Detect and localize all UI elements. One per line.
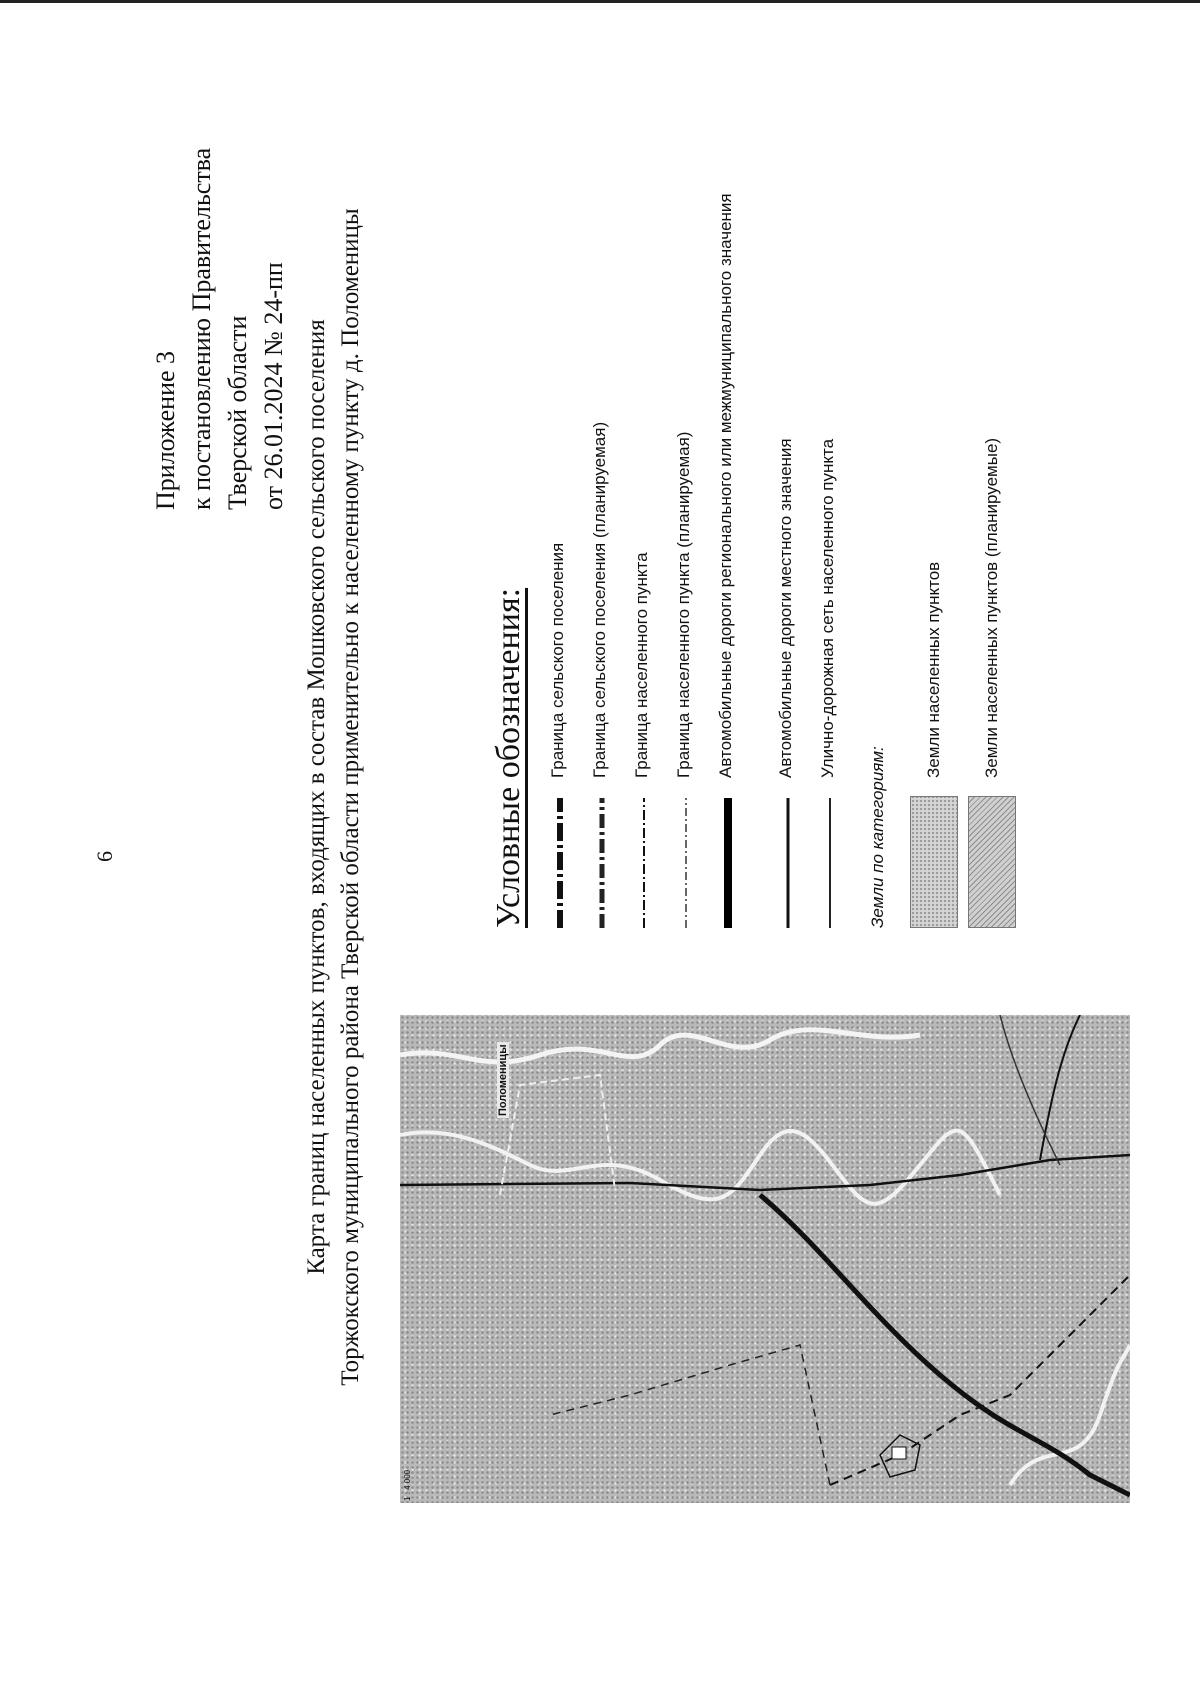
map-track	[1000, 1015, 1060, 1165]
legend-label: Граница населенного пункта (планируемая)	[674, 431, 693, 778]
legend-swatch-settlement-lands-planned	[968, 796, 1016, 928]
map-rural-boundary-2	[550, 1345, 830, 1485]
legend-symbol-regional-roads	[716, 798, 740, 928]
legend-swatch-settlement-lands	[910, 796, 958, 928]
map-stream-line-2	[1010, 1345, 1130, 1485]
legend-label: Земли населенных пунктов	[924, 561, 943, 778]
legend-category-heading: Земли по категориям:	[868, 746, 887, 928]
legend-label: Граница сельского поселения	[548, 542, 567, 778]
legend-label: Граница сельского поселения (планируемая)	[590, 421, 609, 778]
legend-label: Граница населенного пункта	[632, 552, 651, 778]
map-settlement-label: Поломеницы	[497, 1044, 509, 1116]
map-features	[400, 1015, 1130, 1503]
map-scale-label: 1 : 4 000	[403, 1469, 412, 1501]
legend-title: Условные обозначения:	[490, 587, 527, 928]
map-title-line-2: Торжокского муниципального района Тверской области применительно к населенному пункту д. Поломеницы	[337, 208, 364, 1386]
legend-label: Улично-дорожная сеть населенного пункта	[818, 438, 837, 778]
map-stream-line	[400, 1131, 1000, 1204]
top-border-line	[0, 0, 1200, 3]
appendix-line-1: Приложение 3	[151, 350, 180, 510]
legend-symbol-settlement-boundary-planned	[674, 798, 698, 928]
map-image	[400, 1015, 1130, 1503]
map-settlement-boundary	[500, 1075, 615, 1195]
appendix-block	[148, 148, 292, 510]
map-title	[300, 67, 368, 1527]
map-local-road-2	[1040, 1015, 1080, 1160]
map-rural-boundary	[830, 1275, 1130, 1485]
legend-symbol-local-roads	[776, 798, 800, 928]
legend-label: Автомобильные дороги местного значения	[776, 438, 795, 778]
appendix-line-4: от 26.01.2024 № 24-пп	[259, 262, 288, 510]
map-river-line	[400, 1030, 920, 1062]
legend-symbol-street-network	[818, 798, 842, 928]
map-title-line-1: Карта границ населенных пунктов, входящих в состав Мошковского сельского поселения	[303, 319, 330, 1275]
legend-label: Земли населенных пунктов (планируемые)	[982, 437, 1001, 778]
legend-symbol-rural-boundary	[548, 798, 572, 928]
appendix-line-3: Тверской области	[223, 315, 252, 510]
legend-label: Автомобильные дороги регионального или межмуниципального значения	[716, 193, 735, 778]
legend-symbol-rural-boundary-planned	[590, 798, 614, 928]
page-number: 6	[92, 851, 117, 862]
map-local-road	[400, 1155, 1130, 1190]
appendix-line-2: к постановлению Правительства	[187, 147, 216, 510]
legend-symbol-settlement-boundary	[632, 798, 656, 928]
map-building	[892, 1447, 906, 1459]
